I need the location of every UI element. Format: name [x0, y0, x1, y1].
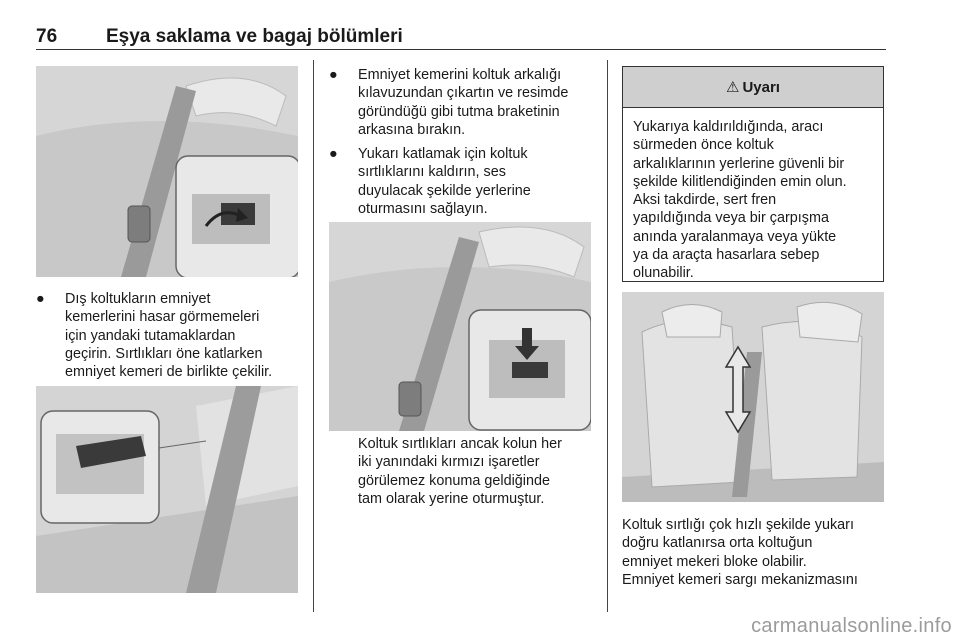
- warning-body: [623, 108, 883, 283]
- bullet-dot: ●: [36, 291, 45, 307]
- text-line: duyulacak şekilde yerlerine: [358, 182, 531, 199]
- warning-title: Uyarı: [742, 78, 780, 96]
- figure-belt-guide-handle: [36, 66, 298, 277]
- watermark: carmanualsonline.info: [751, 615, 952, 637]
- bullet-item: [329, 145, 594, 219]
- text-line: Aksi takdirde, sert fren: [633, 192, 777, 209]
- text-line: Koltuk sırtlığı çok hızlı şekilde yukarı: [622, 517, 854, 533]
- text-line: Yukarı katlamak için koltuk: [358, 146, 528, 162]
- bullet-text: [358, 66, 568, 139]
- bullet-text: [358, 145, 531, 218]
- text-line: sürmeden önce koltuk: [633, 137, 774, 154]
- text-line: tam olarak yerine oturmuştur.: [358, 490, 545, 507]
- paragraph: [358, 435, 598, 509]
- text-line: emniyet mekeri bloke olabilir.: [622, 553, 807, 570]
- text-line: göründüğü gibi tutma braketinin: [358, 103, 560, 120]
- text-line: oturmasını sağlayın.: [358, 200, 488, 217]
- text-line: arkalıklarının yerlerine güvenli bir: [633, 155, 845, 172]
- text-line: yapıldığında veya bir çarpışma: [633, 210, 829, 227]
- text-line: emniyet kemeri de birlikte çekilir.: [65, 364, 273, 381]
- text-line: doğru katlanırsa orta koltuğun: [622, 535, 813, 552]
- warning-box: [622, 66, 884, 282]
- text-line: kemerlerini hasar görmemeleri: [65, 309, 260, 326]
- text-line: Emniyet kemerini koltuk arkalığı: [358, 67, 562, 83]
- text-line: Koltuk sırtlıkları ancak kolun her: [358, 436, 562, 452]
- bullet-item: [36, 290, 298, 382]
- text-line: şekilde kilitlendiğinden emin olun.: [633, 173, 847, 190]
- paragraph: [622, 516, 892, 590]
- text-line: iki yanındaki kırmızı işaretler: [358, 454, 540, 471]
- page-header: [36, 26, 886, 50]
- text-line: Yukarıya kaldırıldığında, aracı: [633, 119, 824, 135]
- bullet-dot: ●: [329, 146, 338, 162]
- bullet-text: [65, 290, 272, 381]
- text-line: Emniyet kemeri sargı mekanizmasını: [622, 571, 858, 588]
- page-title: Eşya saklama ve bagaj bölümleri: [106, 26, 403, 47]
- figure-rear-seat-backrest: [622, 292, 884, 502]
- text-line: kılavuzundan çıkartın ve resimde: [358, 85, 569, 102]
- text-line: olunabilir.: [633, 265, 694, 282]
- bullet-dot: ●: [329, 67, 338, 83]
- warning-triangle-icon: ⚠: [726, 79, 740, 96]
- warning-header: [623, 67, 883, 108]
- text-line: anında yaralanmaya veya yükte: [633, 228, 837, 245]
- column-divider-2: [607, 60, 608, 612]
- text-line: Dış koltukların emniyet: [65, 291, 211, 307]
- column-divider-1: [313, 60, 314, 612]
- text-line: geçirin. Sırtlıkları öne katlarken: [65, 345, 263, 362]
- text-line: görülemez konuma geldiğinde: [358, 472, 550, 489]
- page-number: 76: [36, 26, 58, 47]
- text-line: arkasına bırakın.: [358, 121, 466, 138]
- figure-backrest-lock: [329, 222, 591, 431]
- text-line: sırtlıklarını kaldırın, ses: [358, 164, 506, 181]
- header-rule: [36, 49, 886, 50]
- text-line: ya da araçta hasarlara sebep: [633, 247, 820, 264]
- text-line: için yandaki tutamaklardan: [65, 327, 236, 344]
- figure-folded-seat-belt: [36, 386, 298, 593]
- bullet-item: [329, 66, 594, 140]
